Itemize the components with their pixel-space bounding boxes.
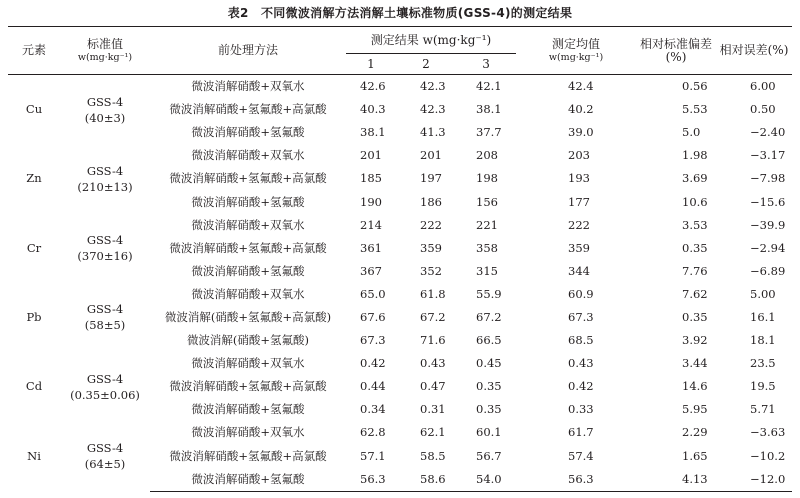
result-1-cell: 42.6 (360, 79, 386, 94)
element-cell: Ni (27, 448, 41, 463)
result-3-cell: 56.7 (476, 448, 502, 463)
rsd-cell: 14.6 (682, 379, 708, 394)
relative-error-cell: 5.00 (750, 286, 776, 301)
header-rsd-unit: (%) (665, 49, 687, 64)
standard-value: (64±5) (84, 457, 126, 472)
rsd-cell: 10.6 (682, 194, 708, 209)
result-2-cell: 197 (420, 171, 442, 186)
header-standard-label: 标准值 (86, 36, 123, 51)
result-3-cell: 0.45 (476, 356, 502, 371)
rsd-cell: 5.0 (682, 125, 701, 140)
result-2-cell: 0.47 (420, 379, 446, 394)
result-1-cell: 0.34 (360, 402, 386, 417)
rsd-cell: 3.53 (682, 217, 708, 232)
result-1-cell: 56.3 (346, 468, 396, 492)
result-2-cell: 41.3 (420, 125, 446, 140)
method-cell: 微波消解硝酸+双氧水 (191, 148, 305, 163)
result-1-cell: 185 (360, 171, 382, 186)
mean-cell: 60.9 (568, 286, 594, 301)
result-2-cell: 352 (420, 263, 442, 278)
result-1-cell: 40.3 (360, 102, 386, 117)
method-cell: 微波消解硝酸+双氧水 (191, 425, 305, 440)
method-cell: 微波消解硝酸+氢氟酸+高氯酸 (169, 240, 327, 255)
mean-cell: 0.33 (568, 402, 594, 417)
result-3-cell: 221 (476, 217, 498, 232)
result-3-cell: 66.5 (476, 333, 502, 348)
result-2-cell: 222 (420, 217, 442, 232)
relative-error-cell: 6.00 (750, 79, 776, 94)
result-1-cell: 214 (360, 217, 382, 232)
method-cell: 微波消解硝酸+双氧水 (191, 217, 305, 232)
header-results: 测定结果 w(mg·kg⁻¹) (346, 27, 516, 54)
result-3-cell: 315 (476, 263, 498, 278)
relative-error-cell: −15.6 (750, 194, 786, 209)
result-3-cell: 38.1 (476, 102, 502, 117)
rsd-cell: 7.62 (682, 286, 708, 301)
mean-cell: 344 (568, 263, 590, 278)
rsd-cell: 3.69 (682, 171, 708, 186)
standard-value-cell (60, 421, 150, 491)
table-row (8, 144, 792, 167)
method-cell: 微波消解硝酸+氢氟酸 (150, 468, 346, 492)
table-row (8, 421, 792, 444)
relative-error-cell: −6.89 (750, 263, 786, 278)
result-2-cell: 0.31 (420, 402, 446, 417)
standard-value-cell (60, 214, 150, 283)
relative-error-cell: 16.1 (750, 309, 776, 324)
standard-value: (0.35±0.06) (70, 387, 140, 402)
result-2-cell: 42.3 (420, 79, 446, 94)
rsd-cell: 5.53 (682, 102, 708, 117)
relative-error-cell: 18.1 (750, 333, 776, 348)
mean-cell: 0.42 (568, 379, 594, 394)
relative-error-cell: −2.40 (750, 125, 786, 140)
mean-cell: 177 (568, 194, 590, 209)
standard-value: (370±16) (77, 249, 133, 264)
header-method: 前处理方法 (217, 43, 278, 57)
standard-value-cell (60, 283, 150, 352)
result-3-cell: 208 (476, 148, 498, 163)
standard-value-cell (60, 75, 150, 145)
header-result-2: 2 (422, 57, 430, 71)
results-table (8, 26, 792, 492)
header-element: 元素 (21, 43, 46, 57)
rsd-cell: 0.35 (682, 240, 708, 255)
result-3-cell: 0.35 (476, 402, 502, 417)
result-3-cell: 37.7 (476, 125, 502, 140)
mean-cell: 40.2 (568, 102, 594, 117)
method-cell: 微波消解硝酸+氢氟酸 (191, 194, 305, 209)
result-3-cell: 67.2 (476, 309, 502, 324)
result-2-cell: 61.8 (420, 286, 446, 301)
mean-cell: 0.43 (568, 356, 594, 371)
standard-name: GSS-4 (86, 94, 124, 109)
rsd-cell: 0.56 (682, 79, 708, 94)
element-cell: Cd (25, 379, 43, 394)
standard-name: GSS-4 (86, 371, 124, 386)
header-standard-unit: w(mg·kg⁻¹) (77, 51, 133, 63)
mean-cell: 61.7 (568, 425, 594, 440)
mean-cell: 57.4 (568, 448, 594, 463)
rsd-cell: 5.95 (682, 402, 708, 417)
standard-value: (210±13) (77, 179, 133, 194)
table-body (8, 75, 792, 492)
relative-error-cell: 19.5 (750, 379, 776, 394)
relative-error-cell: 23.5 (750, 356, 776, 371)
result-1-cell: 67.3 (360, 333, 386, 348)
header-mean-label: 测定均值 (552, 36, 601, 51)
element-cell: Pb (26, 309, 42, 324)
rsd-cell: 1.98 (682, 148, 708, 163)
header-mean-unit: w(mg·kg⁻¹) (548, 51, 604, 63)
result-1-cell: 62.8 (360, 425, 386, 440)
result-2-cell: 58.6 (396, 468, 456, 492)
mean-cell: 203 (568, 148, 590, 163)
result-3-cell: 54.0 (456, 468, 516, 492)
method-cell: 微波消解硝酸+氢氟酸 (191, 402, 305, 417)
rsd-cell: 3.92 (682, 333, 708, 348)
method-cell: 微波消解硝酸+氢氟酸 (191, 263, 305, 278)
result-2-cell: 71.6 (420, 333, 446, 348)
method-cell: 微波消解(硝酸+氢氟酸+高氯酸) (164, 309, 332, 324)
relative-error-cell: 0.50 (750, 102, 776, 117)
element-cell: Cr (26, 240, 42, 255)
header-rsd-label: 相对标准偏差 (640, 36, 713, 51)
rsd-cell: 4.13 (636, 468, 716, 492)
result-2-cell: 62.1 (420, 425, 446, 440)
header-rsd (636, 27, 716, 75)
table-caption: 表2 不同微波消解方法消解土壤标准物质(GSS-4)的测定结果 (227, 6, 573, 20)
table-row (8, 352, 792, 375)
mean-cell: 56.3 (516, 468, 636, 492)
standard-name: GSS-4 (86, 302, 124, 317)
header-relative-error: 相对误差(%) (719, 43, 789, 57)
result-3-cell: 358 (476, 240, 498, 255)
table-row (8, 214, 792, 237)
method-cell: 微波消解硝酸+氢氟酸+高氯酸 (169, 102, 327, 117)
relative-error-cell: −39.9 (750, 217, 786, 232)
result-2-cell: 359 (420, 240, 442, 255)
relative-error-cell: −10.2 (750, 448, 786, 463)
result-3-cell: 0.35 (476, 379, 502, 394)
result-1-cell: 0.44 (360, 379, 386, 394)
relative-error-cell: −3.17 (750, 148, 786, 163)
rsd-cell: 2.29 (682, 425, 708, 440)
mean-cell: 42.4 (568, 79, 594, 94)
rsd-cell: 7.76 (682, 263, 708, 278)
table-row (8, 283, 792, 306)
result-2-cell: 201 (420, 148, 442, 163)
method-cell: 微波消解硝酸+氢氟酸+高氯酸 (169, 448, 327, 463)
result-1-cell: 367 (360, 263, 382, 278)
header-result-3: 3 (482, 57, 490, 71)
standard-name: GSS-4 (86, 163, 124, 178)
result-3-cell: 60.1 (476, 425, 502, 440)
result-3-cell: 198 (476, 171, 498, 186)
result-1-cell: 65.0 (360, 286, 386, 301)
standard-value: (40±3) (84, 110, 126, 125)
result-1-cell: 38.1 (360, 125, 386, 140)
element-cell: Zn (26, 171, 42, 186)
method-cell: 微波消解硝酸+双氧水 (191, 356, 305, 371)
header-result-1: 1 (367, 57, 375, 71)
relative-error-cell: 5.71 (750, 402, 776, 417)
result-1-cell: 67.6 (360, 309, 386, 324)
relative-error-cell: −7.98 (750, 171, 786, 186)
result-2-cell: 0.43 (420, 356, 446, 371)
header-standard-value (60, 27, 150, 75)
method-cell: 微波消解(硝酸+氢氟酸) (186, 333, 310, 348)
result-3-cell: 156 (476, 194, 498, 209)
mean-cell: 39.0 (568, 125, 594, 140)
header-mean (516, 27, 636, 75)
element-cell: Cu (25, 102, 43, 117)
result-3-cell: 42.1 (476, 79, 502, 94)
result-2-cell: 186 (420, 194, 442, 209)
standard-name: GSS-4 (86, 441, 124, 456)
rsd-cell: 3.44 (682, 356, 708, 371)
result-2-cell: 42.3 (420, 102, 446, 117)
mean-cell: 67.3 (568, 309, 594, 324)
result-3-cell: 55.9 (476, 286, 502, 301)
result-2-cell: 67.2 (420, 309, 446, 324)
result-1-cell: 190 (360, 194, 382, 209)
table-header (8, 27, 792, 75)
standard-value-cell (60, 352, 150, 421)
mean-cell: 359 (568, 240, 590, 255)
relative-error-cell: −3.63 (750, 425, 786, 440)
rsd-cell: 1.65 (682, 448, 708, 463)
result-1-cell: 57.1 (360, 448, 386, 463)
result-2-cell: 58.5 (420, 448, 446, 463)
result-1-cell: 361 (360, 240, 382, 255)
rsd-cell: 0.35 (682, 309, 708, 324)
standard-value: (58±5) (84, 318, 126, 333)
result-1-cell: 0.42 (360, 356, 386, 371)
mean-cell: 193 (568, 171, 590, 186)
relative-error-cell: −12.0 (716, 468, 792, 492)
mean-cell: 222 (568, 217, 590, 232)
method-cell: 微波消解硝酸+双氧水 (191, 79, 305, 94)
method-cell: 微波消解硝酸+氢氟酸+高氯酸 (169, 379, 327, 394)
mean-cell: 68.5 (568, 333, 594, 348)
relative-error-cell: −2.94 (750, 240, 786, 255)
standard-value-cell (60, 144, 150, 213)
standard-name: GSS-4 (86, 233, 124, 248)
method-cell: 微波消解硝酸+氢氟酸+高氯酸 (169, 171, 327, 186)
method-cell: 微波消解硝酸+双氧水 (191, 286, 305, 301)
result-1-cell: 201 (360, 148, 382, 163)
table-row (8, 75, 792, 99)
method-cell: 微波消解硝酸+氢氟酸 (191, 125, 305, 140)
